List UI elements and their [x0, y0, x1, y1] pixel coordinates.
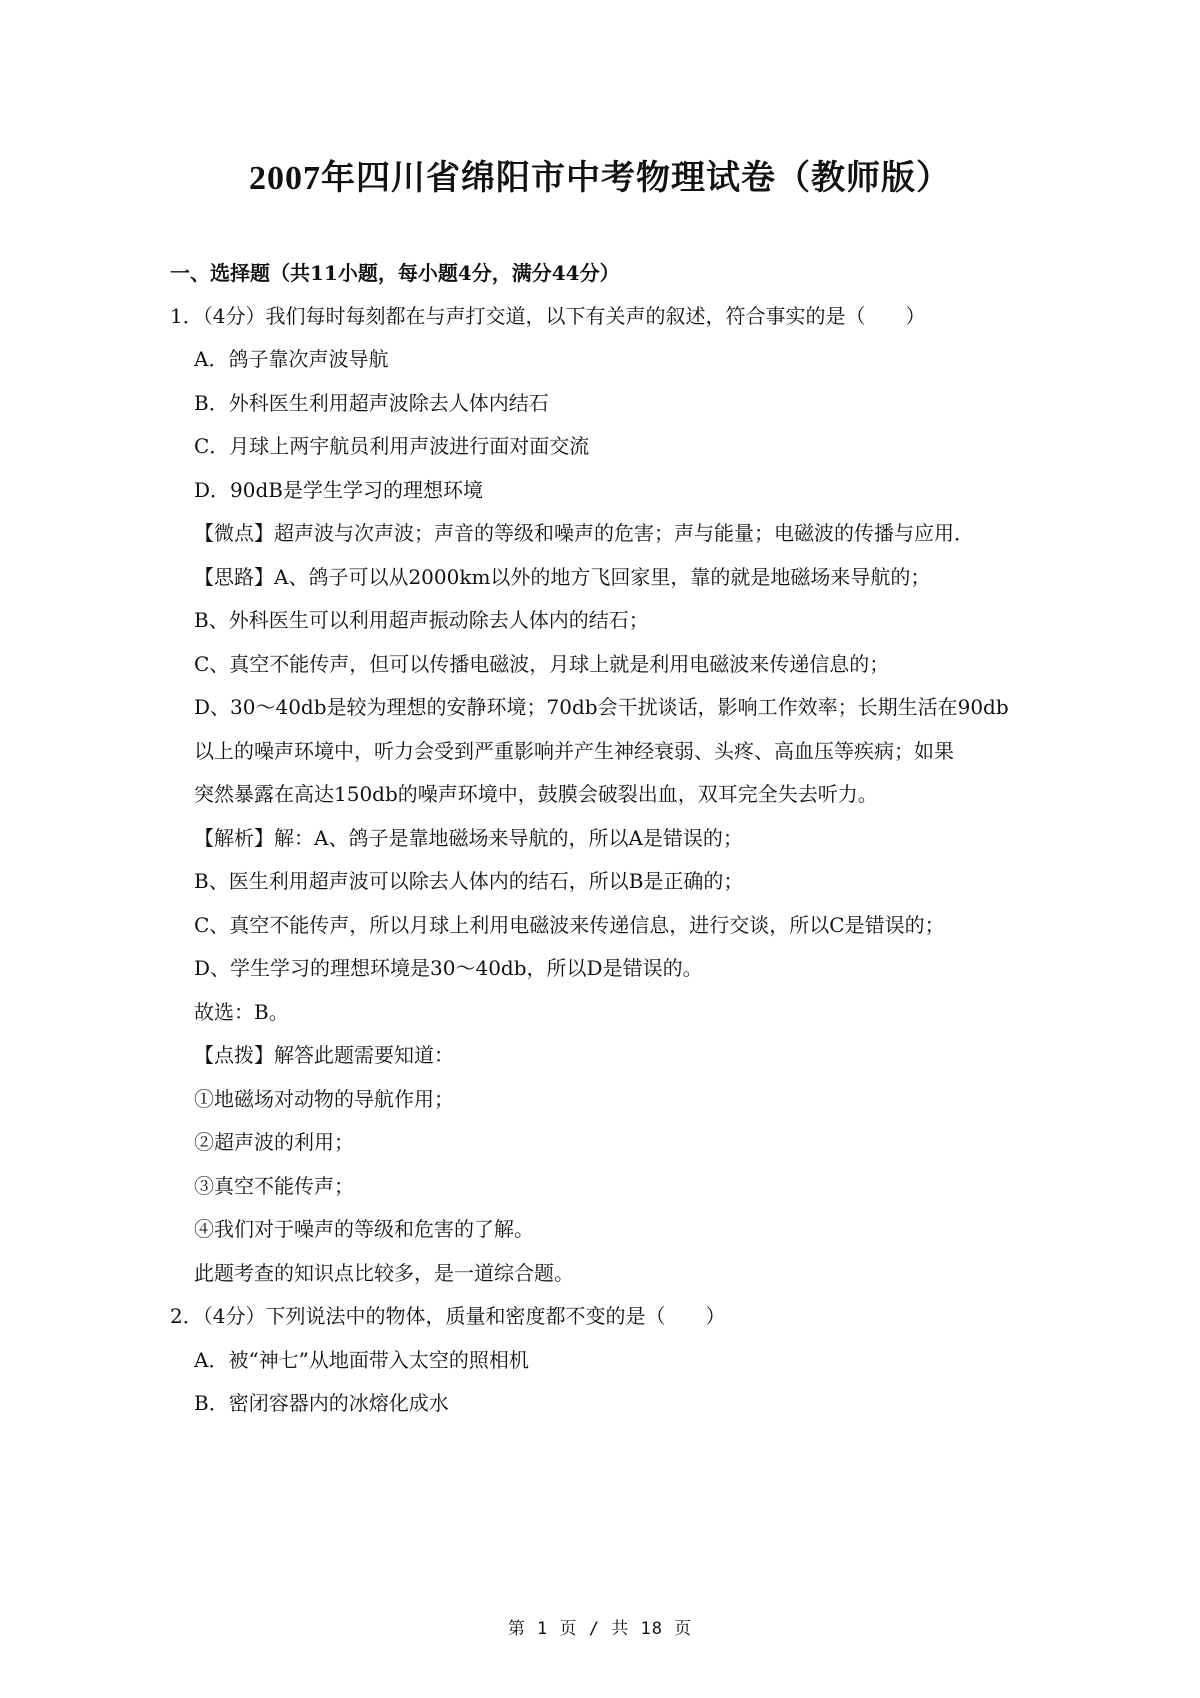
question-1-jiexi-line: 【解析】解：A、鸽子是靠地磁场来导航的，所以A是错误的；: [194, 826, 743, 850]
section-heading: 一、选择题（共11小题，每小题4分，满分44分）: [170, 261, 620, 285]
question-1-weidian: 【微点】超声波与次声波；声音的等级和噪声的危害；声与能量；电磁波的传播与应用．: [194, 521, 974, 545]
question-1-silu-line: 突然暴露在高达150db的噪声环境中，鼓膜会破裂出血，双耳完全失去听力。: [194, 782, 878, 806]
question-1-answer: 故选：B。: [194, 1000, 289, 1024]
question-1-silu-line: C、真空不能传声，但可以传播电磁波，月球上就是利用电磁波来传递信息的；: [194, 652, 890, 676]
question-1-dianbo-line: 【点拨】解答此题需要知道：: [194, 1043, 454, 1067]
question-1-jiexi-line: D、学生学习的理想环境是30～40db，所以D是错误的。: [194, 956, 703, 980]
question-1-dianbo-line: ④我们对于噪声的等级和危害的了解。: [194, 1217, 534, 1241]
question-2-option-b: B．密闭容器内的冰熔化成水: [194, 1391, 449, 1415]
question-1-dianbo-line: ①地磁场对动物的导航作用；: [194, 1087, 454, 1111]
question-1-jiexi-line: C、真空不能传声，所以月球上利用电磁波来传递信息，进行交谈，所以C是错误的；: [194, 913, 945, 937]
question-1-silu-line: B、外科医生可以利用超声振动除去人体内的结石；: [194, 608, 649, 632]
question-1-dianbo-line: 此题考查的知识点比较多，是一道综合题。: [194, 1261, 574, 1285]
question-2-option-a: A．被“神七”从地面带入太空的照相机: [194, 1348, 529, 1372]
question-1-dianbo-line: ③真空不能传声；: [194, 1174, 354, 1198]
question-2-stem: 2．（4分）下列说法中的物体，质量和密度都不变的是（ ）: [170, 1304, 726, 1328]
page-footer: 第 1 页 / 共 18 页: [507, 1619, 693, 1639]
question-1-option-b: B．外科医生利用超声波除去人体内结石: [194, 391, 549, 415]
question-1-option-d: D．90dB是学生学习的理想环境: [194, 478, 483, 502]
question-1-silu-line: 【思路】A、鸽子可以从2000km以外的地方飞回家里，靠的就是地磁场来导航的；: [194, 565, 931, 589]
question-1-dianbo-line: ②超声波的利用；: [194, 1130, 354, 1154]
document-title: 2007年四川省绵阳市中考物理试卷（教师版）: [249, 160, 951, 197]
question-1-option-a: A．鸽子靠次声波导航: [194, 347, 389, 371]
question-1-stem: 1．（4分）我们每时每刻都在与声打交道，以下有关声的叙述，符合事实的是（ ）: [170, 304, 926, 328]
question-1-jiexi-line: B、医生利用超声波可以除去人体内的结石，所以B是正确的；: [194, 869, 744, 893]
question-1-option-c: C．月球上两宇航员利用声波进行面对面交流: [194, 434, 590, 458]
question-1-silu-line: 以上的噪声环境中，听力会受到严重影响并产生神经衰弱、头疼、高血压等疾病；如果: [194, 739, 954, 763]
question-1-silu-line: D、30～40db是较为理想的安静环境；70db会干扰谈话，影响工作效率；长期生活在90db: [194, 695, 1009, 719]
